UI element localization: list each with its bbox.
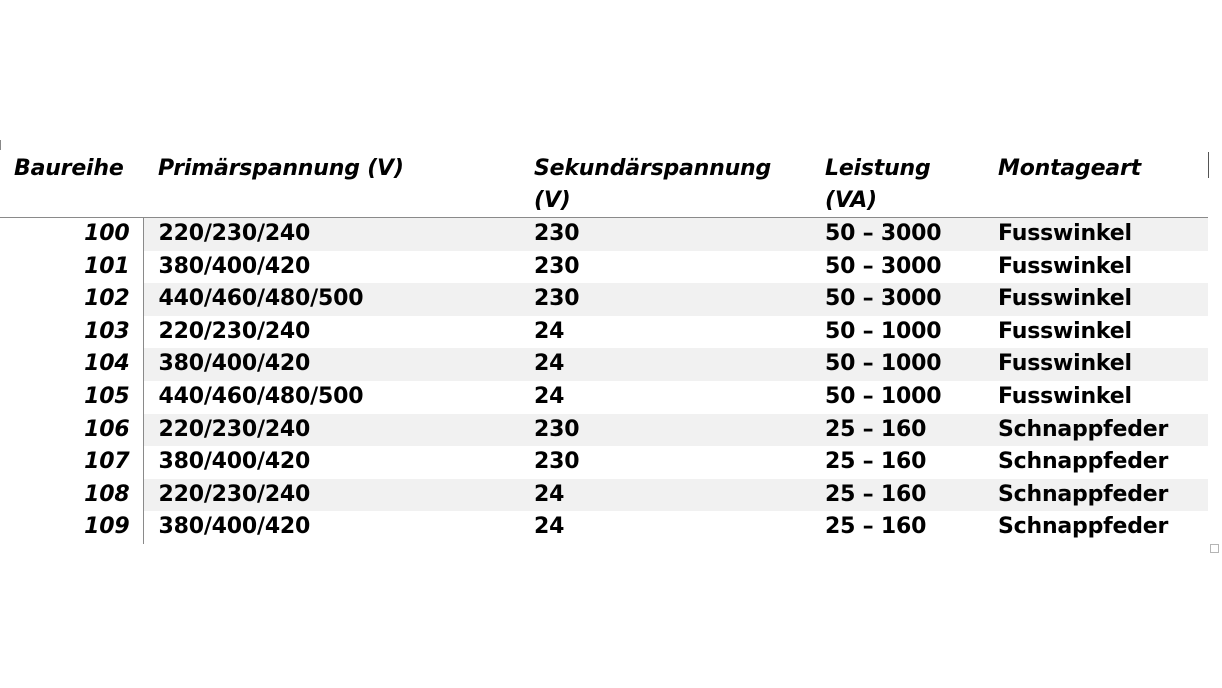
cell-sekundaerspannung: 230 bbox=[519, 414, 810, 447]
cell-leistung: 25 – 160 bbox=[825, 514, 927, 540]
cell-montageart: Schnappfeder bbox=[998, 514, 1169, 540]
cell-sekundaerspannung: 230 bbox=[534, 449, 580, 475]
table-header-row bbox=[0, 151, 1208, 218]
specification-table bbox=[0, 151, 1208, 544]
cell-leistung: 50 – 3000 bbox=[810, 283, 983, 316]
cell-baureihe: 104 bbox=[0, 348, 143, 381]
header-baureihe: Baureihe bbox=[0, 151, 143, 218]
cell-sekundaerspannung: 24 bbox=[534, 383, 565, 409]
cell-primaerspannung: 220/230/240 bbox=[143, 414, 519, 447]
table-row bbox=[0, 348, 1208, 381]
cell-leistung: 50 – 3000 bbox=[810, 218, 983, 251]
header-sekundaerspannung: Sekundärspannung (V) bbox=[519, 151, 810, 218]
cell-leistung: 25 – 160 bbox=[825, 449, 927, 475]
cell-primaerspannung: 380/400/420 bbox=[158, 514, 311, 540]
cell-leistung: 25 – 160 bbox=[810, 479, 983, 512]
header-montageart: Montageart bbox=[983, 151, 1208, 218]
cell-montageart: Schnappfeder bbox=[983, 479, 1208, 512]
cell-montageart: Fusswinkel bbox=[983, 348, 1208, 381]
table-row bbox=[0, 251, 1208, 284]
cell-leistung: 50 – 1000 bbox=[810, 348, 983, 381]
cell-baureihe: 103 bbox=[0, 316, 143, 349]
cell-montageart: Schnappfeder bbox=[998, 449, 1169, 475]
cell-montageart: Fusswinkel bbox=[998, 318, 1132, 344]
table-row bbox=[0, 316, 1208, 349]
table-resize-handle[interactable] bbox=[1210, 544, 1219, 553]
table-row bbox=[0, 479, 1208, 512]
cell-baureihe: 106 bbox=[0, 414, 143, 447]
cell-sekundaerspannung: 24 bbox=[534, 318, 565, 344]
cell-montageart: Fusswinkel bbox=[998, 383, 1132, 409]
cell-primaerspannung: 220/230/240 bbox=[158, 318, 311, 344]
table-row bbox=[0, 511, 1208, 544]
header-leistung: Leistung (VA) bbox=[810, 151, 983, 218]
table-row bbox=[0, 283, 1208, 316]
cell-montageart: Fusswinkel bbox=[983, 218, 1208, 251]
table-row bbox=[0, 381, 1208, 414]
cell-sekundaerspannung: 24 bbox=[534, 514, 565, 540]
cell-sekundaerspannung: 230 bbox=[534, 253, 580, 279]
cell-sekundaerspannung: 24 bbox=[519, 348, 810, 381]
cell-baureihe: 108 bbox=[0, 479, 143, 512]
cell-primaerspannung: 220/230/240 bbox=[143, 479, 519, 512]
table-row bbox=[0, 414, 1208, 447]
cell-baureihe: 102 bbox=[0, 283, 143, 316]
cell-primaerspannung: 440/460/480/500 bbox=[143, 283, 519, 316]
cell-sekundaerspannung: 230 bbox=[519, 283, 810, 316]
cell-leistung: 50 – 1000 bbox=[825, 318, 942, 344]
cell-primaerspannung: 380/400/420 bbox=[158, 449, 311, 475]
cell-primaerspannung: 380/400/420 bbox=[143, 348, 519, 381]
header-primaerspannung: Primärspannung (V) bbox=[143, 151, 519, 218]
cell-primaerspannung: 380/400/420 bbox=[158, 253, 311, 279]
cell-sekundaerspannung: 24 bbox=[519, 479, 810, 512]
end-of-row-marker bbox=[1208, 152, 1209, 178]
cell-leistung: 25 – 160 bbox=[810, 414, 983, 447]
cell-leistung: 50 – 3000 bbox=[825, 253, 942, 279]
cell-baureihe: 100 bbox=[0, 218, 143, 251]
cell-montageart: Fusswinkel bbox=[983, 283, 1208, 316]
cell-baureihe: 107 bbox=[0, 446, 143, 479]
cell-sekundaerspannung: 230 bbox=[519, 218, 810, 251]
cell-baureihe: 105 bbox=[0, 381, 143, 414]
cell-montageart: Fusswinkel bbox=[998, 253, 1132, 279]
table-move-marker bbox=[0, 140, 1, 150]
cell-baureihe: 109 bbox=[0, 511, 143, 544]
cell-montageart: Schnappfeder bbox=[983, 414, 1208, 447]
cell-primaerspannung: 220/230/240 bbox=[143, 218, 519, 251]
table-row bbox=[0, 446, 1208, 479]
cell-baureihe: 101 bbox=[0, 251, 143, 284]
cell-leistung: 50 – 1000 bbox=[825, 383, 942, 409]
cell-primaerspannung: 440/460/480/500 bbox=[158, 383, 364, 409]
table-row bbox=[0, 218, 1208, 251]
